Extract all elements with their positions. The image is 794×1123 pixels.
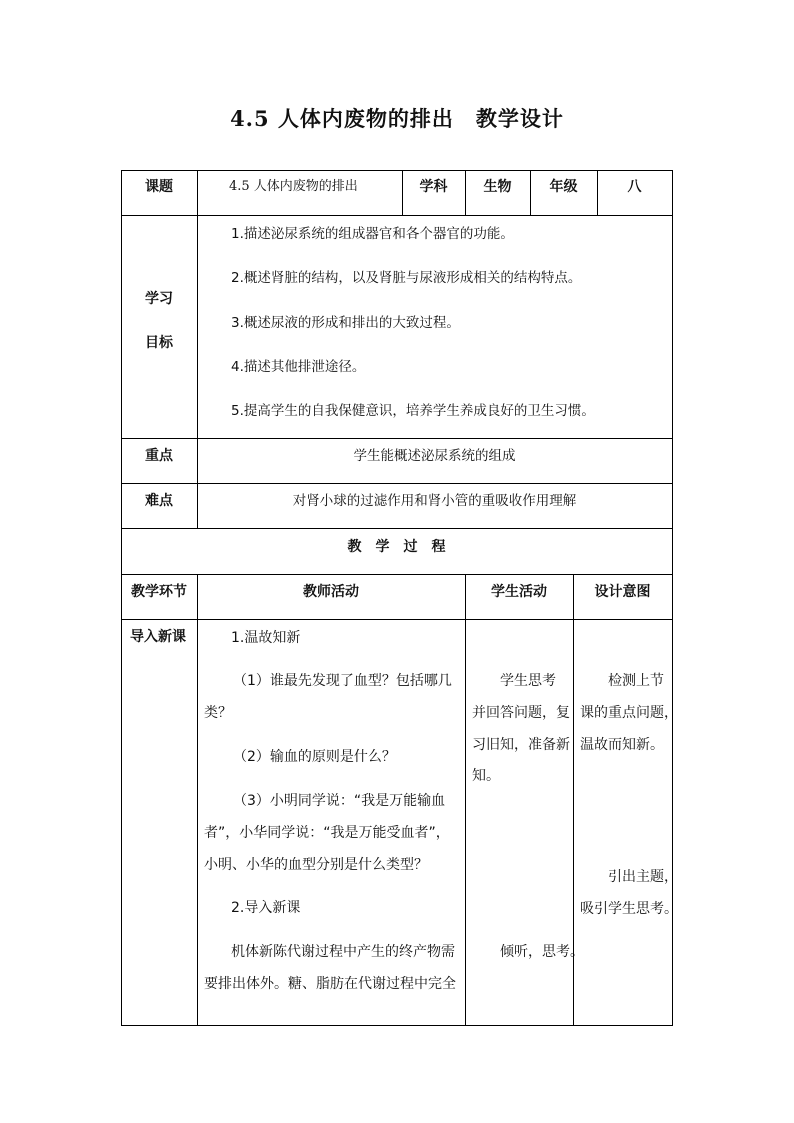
objective-item: 4.描述其他排泄途径。 <box>231 359 366 375</box>
objective-item: 2.概述肾脏的结构，以及肾脏与尿液形成相关的结构特点。 <box>231 270 582 286</box>
teacher-line: 类？ <box>204 705 232 721</box>
intent-line: 检测上节 <box>608 673 664 689</box>
teacher-line: （1）谁最先发现了血型？包括哪几 <box>233 673 452 689</box>
student-line: 知。 <box>472 768 500 784</box>
stage-header: 教学环节 <box>131 584 187 600</box>
key-point-label: 重点 <box>145 448 173 464</box>
objective-item: 1.描述泌尿系统的组成器官和各个器官的功能。 <box>231 226 514 242</box>
objective-item: 5.提高学生的自我保健意识，培养学生养成良好的卫生习惯。 <box>231 403 595 419</box>
intent-line: 课的重点问题， <box>580 705 678 721</box>
stage-cell: 导入新课 <box>130 629 186 645</box>
row-divider <box>121 215 673 216</box>
student-line: 倾听，思考。 <box>500 944 584 960</box>
teacher-line: 2.导入新课 <box>231 900 301 916</box>
document-title: 4.5 人体内废物的排出 教学设计 <box>230 106 564 131</box>
topic-label: 课题 <box>145 179 173 195</box>
teacher-line: 机体新陈代谢过程中产生的终产物需 <box>231 944 455 960</box>
student-header: 学生活动 <box>491 584 547 600</box>
subject-label: 学科 <box>419 179 448 195</box>
grade-label: 年级 <box>549 179 578 195</box>
col-divider <box>465 574 466 1025</box>
key-point-text: 学生能概述泌尿系统的组成 <box>353 448 516 464</box>
row-divider <box>121 574 673 575</box>
col-divider <box>197 170 198 528</box>
intent-line: 吸引学生思考。 <box>580 901 678 917</box>
student-line: 习旧知，准备新 <box>472 737 570 753</box>
row-divider <box>121 438 673 439</box>
objectives-label-line1: 学习 <box>145 291 173 307</box>
teacher-line: 小明、小华的血型分别是什么类型？ <box>204 857 428 873</box>
intent-line: 温故而知新。 <box>580 737 664 753</box>
objectives-label-line2: 目标 <box>145 335 173 351</box>
intent-header: 设计意图 <box>594 584 651 600</box>
teacher-line: 要排出体外。糖、脂肪在代谢过程中完全 <box>204 976 456 992</box>
teacher-line: 1.温故知新 <box>231 630 301 646</box>
difficult-point-text: 对肾小球的过滤作用和肾小管的重吸收作用理解 <box>292 493 577 509</box>
border-bottom <box>121 1025 673 1026</box>
teacher-line: 者”，小华同学说：“我是万能受血者”， <box>204 825 450 841</box>
teacher-line: （3）小明同学说：“我是万能输血 <box>233 793 446 809</box>
teacher-line: （2）输血的原则是什么？ <box>233 749 396 765</box>
topic-value: 4.5 人体内废物的排出 <box>229 179 358 194</box>
border-top <box>121 170 673 171</box>
teacher-header: 教师活动 <box>303 584 359 600</box>
row-divider <box>121 483 673 484</box>
difficult-point-label: 难点 <box>145 493 173 509</box>
col-divider <box>197 574 198 1025</box>
student-line: 学生思考 <box>500 673 556 689</box>
grade-value: 八 <box>627 179 642 195</box>
row-divider <box>121 528 673 529</box>
process-title: 教 学 过 程 <box>347 539 446 555</box>
objective-item: 3.概述尿液的形成和排出的大致过程。 <box>231 315 460 331</box>
student-line: 并回答问题，复 <box>472 705 570 721</box>
row-divider <box>121 619 673 620</box>
subject-value: 生物 <box>483 179 512 195</box>
intent-line: 引出主题， <box>608 869 678 885</box>
